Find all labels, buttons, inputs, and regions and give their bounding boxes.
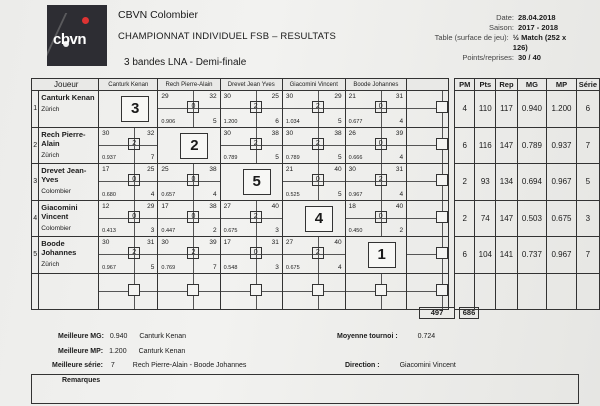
result-cell[interactable] [99, 273, 158, 310]
result-cell[interactable] [158, 91, 220, 128]
result-cell[interactable] [99, 200, 158, 237]
reprises-value: 40 [395, 202, 404, 210]
meta-label: Date: [496, 13, 514, 22]
club-logo [47, 5, 107, 66]
player-name: Rech Pierre-Alain [41, 129, 86, 148]
points-value: 30 [348, 166, 356, 173]
meta-row [400, 53, 580, 63]
average-value: 0.450 [348, 228, 363, 234]
average-value: 0.789 [285, 155, 300, 161]
stat-value: 147 [496, 200, 517, 237]
result-cell[interactable] [220, 273, 282, 310]
player-club: Colombier [41, 224, 71, 232]
serie-value: 4 [399, 117, 404, 125]
stat-value [455, 273, 475, 310]
match-points-box: 2 [250, 138, 262, 150]
result-cell[interactable] [407, 164, 449, 201]
rank-box: 3 [121, 96, 149, 122]
header-opponent: Canturk Kenan [99, 79, 158, 91]
stat-value: 6 [576, 91, 599, 128]
serie-value: 6 [275, 117, 279, 125]
player-number: 5 [32, 237, 39, 274]
player-name: Boode Johannes [41, 239, 77, 257]
rank-box: 4 [305, 206, 333, 232]
table-row [32, 91, 600, 128]
reprises-value: 31 [395, 166, 404, 173]
rank-cell [282, 200, 345, 237]
table-row [32, 273, 600, 310]
header-stat: PM [455, 79, 475, 91]
player-cell [39, 237, 99, 274]
result-cell[interactable] [158, 200, 220, 237]
serie-value: 5 [213, 117, 217, 125]
average-value: 0.675 [285, 264, 300, 271]
totals [419, 307, 483, 319]
average-value: 0.937 [102, 155, 116, 161]
average-value: 0.680 [102, 191, 116, 198]
stat-value [496, 273, 517, 310]
tournament-average [337, 333, 435, 340]
points-value: 18 [348, 202, 356, 210]
match-points-box: 0 [187, 101, 199, 113]
stat-value: 7 [576, 127, 599, 164]
average-value: 0.548 [223, 264, 238, 271]
stat-value: 104 [475, 237, 496, 274]
match-points-box [187, 284, 199, 296]
stat-value: 7 [576, 237, 599, 274]
meta-row [400, 13, 580, 23]
reprises-value: 32 [209, 93, 217, 100]
best-mg-player: Canturk Kenan [139, 333, 187, 340]
stat-value: 116 [475, 127, 496, 164]
match-points-box: 2 [312, 247, 324, 259]
stat-value: 6 [455, 127, 475, 164]
average-value: 0.677 [348, 118, 363, 125]
stat-value: 0.675 [547, 200, 577, 237]
match-points-box: 0 [187, 174, 199, 186]
reprises-value: 40 [334, 239, 342, 246]
best-mp [58, 348, 185, 355]
match-points-box [436, 138, 448, 150]
best-serie-value: 7 [110, 362, 115, 369]
average-value: 0.789 [223, 155, 238, 161]
best-mg-label: Meilleure MG: [58, 333, 104, 340]
meta-row [400, 33, 580, 53]
table-row [32, 164, 600, 201]
serie-value: 2 [399, 227, 404, 234]
average-value: 0.675 [223, 228, 238, 234]
result-cell[interactable] [99, 164, 158, 201]
result-cell[interactable] [158, 273, 220, 310]
reprises-value: 31 [271, 239, 279, 246]
reprises-value: 38 [209, 166, 217, 173]
points-value: 21 [285, 166, 294, 173]
result-cell[interactable] [282, 273, 345, 310]
reprises-value: 40 [271, 202, 279, 210]
stat-value: 3 [576, 200, 599, 237]
player-name: Giacomini Vincent [41, 202, 78, 221]
points-value: 30 [161, 239, 169, 246]
stat-value: 117 [496, 91, 517, 128]
serie-value: 5 [150, 263, 155, 271]
result-cell[interactable] [407, 200, 449, 237]
average-value: 0.525 [285, 191, 300, 198]
average-value: 0.447 [161, 228, 176, 234]
match-points-box: 0 [375, 101, 387, 113]
stat-value: 147 [496, 127, 517, 164]
match-points-box [436, 101, 448, 113]
serie-value: 5 [338, 154, 342, 161]
stat-value: 110 [475, 91, 496, 128]
result-cell[interactable] [345, 273, 406, 310]
serie-value: 3 [275, 263, 279, 271]
stat-value: 2 [455, 164, 475, 201]
match-points-box: 0 [375, 138, 387, 150]
stat-value [517, 273, 547, 310]
best-serie [52, 362, 246, 369]
reprises-value: 25 [147, 166, 155, 173]
stat-value: 6 [455, 237, 475, 274]
best-mg [58, 333, 186, 340]
reprises-value: 25 [271, 93, 279, 100]
total-reprises: 686 [459, 307, 479, 319]
result-cell[interactable] [282, 91, 345, 128]
stat-value: 1.200 [547, 91, 577, 128]
rank-box: 5 [243, 169, 271, 195]
best-serie-label: Meilleure série: [52, 362, 103, 369]
reprises-value: 29 [147, 202, 155, 210]
points-value: 26 [348, 129, 356, 137]
rank-cell [158, 127, 220, 164]
meta-label: Points/reprises: [462, 53, 514, 62]
player-cell [39, 127, 99, 164]
rank-box: 2 [180, 133, 208, 159]
points-value: 17 [102, 166, 110, 173]
match-points-box [250, 284, 262, 296]
meta-label: Table (surface de jeu): [434, 33, 509, 42]
header-joueur: Joueur [32, 79, 99, 91]
average-value: 0.906 [161, 118, 176, 125]
points-value: 17 [161, 202, 169, 210]
average-value: 0.967 [102, 264, 116, 271]
serie-value: 7 [150, 154, 155, 161]
reprises-value: 38 [271, 129, 279, 137]
points-value: 12 [102, 202, 110, 210]
reprises-value: 32 [147, 129, 155, 137]
rank-cell [345, 237, 406, 274]
result-cell[interactable] [407, 273, 449, 310]
serie-value: 4 [150, 190, 155, 198]
rank-cell [99, 91, 158, 128]
best-mp-player: Canturk Kenan [138, 348, 186, 355]
table-row [32, 200, 600, 237]
result-cell[interactable] [282, 164, 345, 201]
meta-row [400, 23, 580, 33]
stat-value: 74 [475, 200, 496, 237]
player-club: Zürich [41, 151, 60, 159]
stat-value: 0.937 [547, 127, 577, 164]
serie-value: 4 [399, 190, 404, 198]
header-stat: MP [547, 79, 577, 91]
stat-value: 0.503 [517, 200, 547, 237]
serie-value: 2 [213, 227, 217, 234]
result-cell[interactable] [158, 164, 220, 201]
reprises-value: 39 [209, 239, 217, 246]
stat-value: 141 [496, 237, 517, 274]
header-stat: Rep [496, 79, 517, 91]
match-points-box: 2 [250, 211, 262, 223]
direction [345, 362, 456, 369]
meta-value: ½ Match (252 x 126) [512, 33, 567, 52]
points-value: 30 [223, 93, 231, 100]
serie-value: 3 [275, 227, 279, 234]
stat-value: 134 [496, 164, 517, 201]
match-points-box: 2 [250, 101, 262, 113]
tournament-average-value: 0.724 [417, 333, 436, 340]
total-points: 497 [419, 307, 455, 319]
average-value: 1.200 [223, 118, 238, 125]
result-cell[interactable] [345, 200, 406, 237]
match-points-box: 0 [250, 247, 262, 259]
player-cell [39, 164, 99, 201]
tournament-average-label: Moyenne tournoi : [337, 333, 398, 340]
result-cell[interactable] [220, 91, 282, 128]
serie-value: 3 [150, 227, 155, 234]
remarks-label: Remarques [62, 377, 101, 384]
match-points-box [375, 284, 387, 296]
points-value: 25 [161, 166, 169, 173]
match-points-box: 0 [187, 211, 199, 223]
red-ball-graphic [82, 17, 89, 24]
match-points-box [436, 247, 448, 259]
result-cell[interactable] [220, 200, 282, 237]
serie-value: 4 [399, 154, 404, 161]
stat-value: 0.967 [547, 164, 577, 201]
direction-value: Giacomini Vincent [399, 362, 456, 369]
reprises-value: 31 [147, 239, 155, 246]
points-value: 27 [223, 202, 231, 210]
header-stat: Pts [475, 79, 496, 91]
reprises-value: 38 [334, 129, 342, 137]
meta-label: Saison: [488, 23, 514, 32]
result-cell[interactable] [407, 237, 449, 274]
serie-value: 5 [275, 154, 279, 161]
result-cell[interactable] [345, 164, 406, 201]
player-club: Zürich [41, 261, 60, 268]
reprises-value: 40 [334, 166, 342, 173]
document-title: CHAMPIONNAT INDIVIDUEL FSB – RESULTATS [118, 31, 337, 42]
average-value: 0.666 [348, 155, 363, 161]
stat-value [547, 273, 577, 310]
club-name: CBVN Colombier [118, 9, 198, 21]
serie-value: 4 [213, 190, 217, 198]
match-points-box: 2 [312, 138, 324, 150]
result-cell[interactable] [99, 127, 158, 164]
rank-box: 1 [368, 242, 396, 268]
stat-value: 93 [475, 164, 496, 201]
best-mp-value: 1.200 [109, 348, 127, 355]
player-number: 1 [32, 91, 39, 128]
average-value: 0.769 [161, 264, 176, 271]
points-value: 30 [102, 239, 110, 246]
player-name: Canturk Kenan [41, 93, 95, 102]
table-header-row [32, 79, 600, 91]
points-value: 29 [161, 93, 169, 100]
header-stat: Série [576, 79, 599, 91]
player-club: Zürich [41, 106, 60, 113]
match-points-box: 0 [312, 174, 324, 186]
match-points-box: 2 [375, 174, 387, 186]
match-points-box [128, 284, 140, 296]
player-cell [39, 200, 99, 237]
stat-value [475, 273, 496, 310]
serie-value: 5 [338, 117, 342, 125]
player-cell [39, 91, 99, 128]
table-row [32, 127, 600, 164]
match-points-box [312, 284, 324, 296]
header-opponent: Giacomini Vincent [282, 79, 345, 91]
result-cell[interactable] [345, 91, 406, 128]
player-name: Drevet Jean-Yves [41, 166, 87, 184]
header-stat: MG [517, 79, 547, 91]
best-mg-value: 0.940 [109, 333, 128, 340]
serie-value: 4 [338, 263, 342, 271]
match-points-box [436, 284, 448, 296]
serie-value: 5 [338, 190, 342, 198]
header-opponent: Boode Johannes [345, 79, 406, 91]
player-number: 2 [32, 127, 39, 164]
header-blank [407, 79, 449, 91]
player-cell[interactable] [39, 273, 99, 310]
table-row [32, 237, 600, 274]
points-value: 27 [285, 239, 294, 246]
match-points-box: 0 [375, 211, 387, 223]
result-cell[interactable] [282, 237, 345, 274]
reprises-value: 29 [334, 93, 342, 100]
points-value: 30 [223, 129, 231, 137]
best-mp-label: Meilleure MP: [58, 348, 104, 355]
match-points-box [436, 211, 448, 223]
match-points-box: 2 [128, 247, 140, 259]
competition-subtitle: 3 bandes LNA - Demi-finale [124, 57, 247, 68]
stat-value [576, 273, 599, 310]
meta-value: 28.04.2018 [518, 13, 556, 22]
result-cell[interactable] [220, 127, 282, 164]
meta-value: 30 / 40 [518, 53, 541, 62]
player-number: 4 [32, 200, 39, 237]
stat-value: 5 [576, 164, 599, 201]
stat-value: 0.789 [517, 127, 547, 164]
average-value: 0.967 [348, 191, 363, 198]
stat-value: 0.694 [517, 164, 547, 201]
player-number [32, 273, 39, 310]
points-value: 30 [285, 93, 294, 100]
reprises-value: 39 [395, 129, 404, 137]
reprises-value: 38 [209, 202, 217, 210]
player-number: 3 [32, 164, 39, 201]
header-opponent: Rech Pierre-Alain [158, 79, 220, 91]
logo-text: cbvn [53, 31, 87, 48]
match-points-box: 0 [128, 174, 140, 186]
result-cell[interactable] [220, 237, 282, 274]
points-value: 30 [285, 129, 294, 137]
result-cell[interactable] [345, 127, 406, 164]
rank-cell [220, 164, 282, 201]
remarks-box[interactable] [31, 374, 579, 404]
match-points-box [436, 174, 448, 186]
direction-label: Direction : [345, 362, 380, 369]
player-club: Colombier [41, 188, 71, 195]
serie-value: 7 [213, 263, 217, 271]
stat-value: 0.737 [517, 237, 547, 274]
points-value: 17 [223, 239, 231, 246]
points-value: 30 [102, 129, 110, 137]
best-serie-players: Rech Pierre-Alain - Boode Johannes [132, 362, 247, 369]
stat-value: 0.967 [547, 237, 577, 274]
result-cell[interactable] [407, 91, 449, 128]
stat-value: 2 [455, 200, 475, 237]
average-value: 1.034 [285, 118, 300, 125]
results-table [31, 78, 600, 310]
reprises-value: 31 [395, 93, 404, 100]
average-value: 0.413 [102, 228, 116, 234]
match-points-box: 2 [312, 101, 324, 113]
match-points-box: 2 [128, 138, 140, 150]
meta-value: 2017 - 2018 [518, 23, 559, 32]
result-cell[interactable] [99, 237, 158, 274]
match-points-box: 0 [128, 211, 140, 223]
points-value: 21 [348, 93, 356, 100]
result-cell[interactable] [407, 127, 449, 164]
stat-value: 0.940 [517, 91, 547, 128]
average-value: 0.657 [161, 191, 176, 198]
match-meta [400, 13, 580, 63]
result-cell[interactable] [158, 237, 220, 274]
result-cell[interactable] [282, 127, 345, 164]
header-opponent: Drevet Jean Yves [220, 79, 282, 91]
match-points-box: 2 [187, 247, 199, 259]
stat-value: 4 [455, 91, 475, 128]
